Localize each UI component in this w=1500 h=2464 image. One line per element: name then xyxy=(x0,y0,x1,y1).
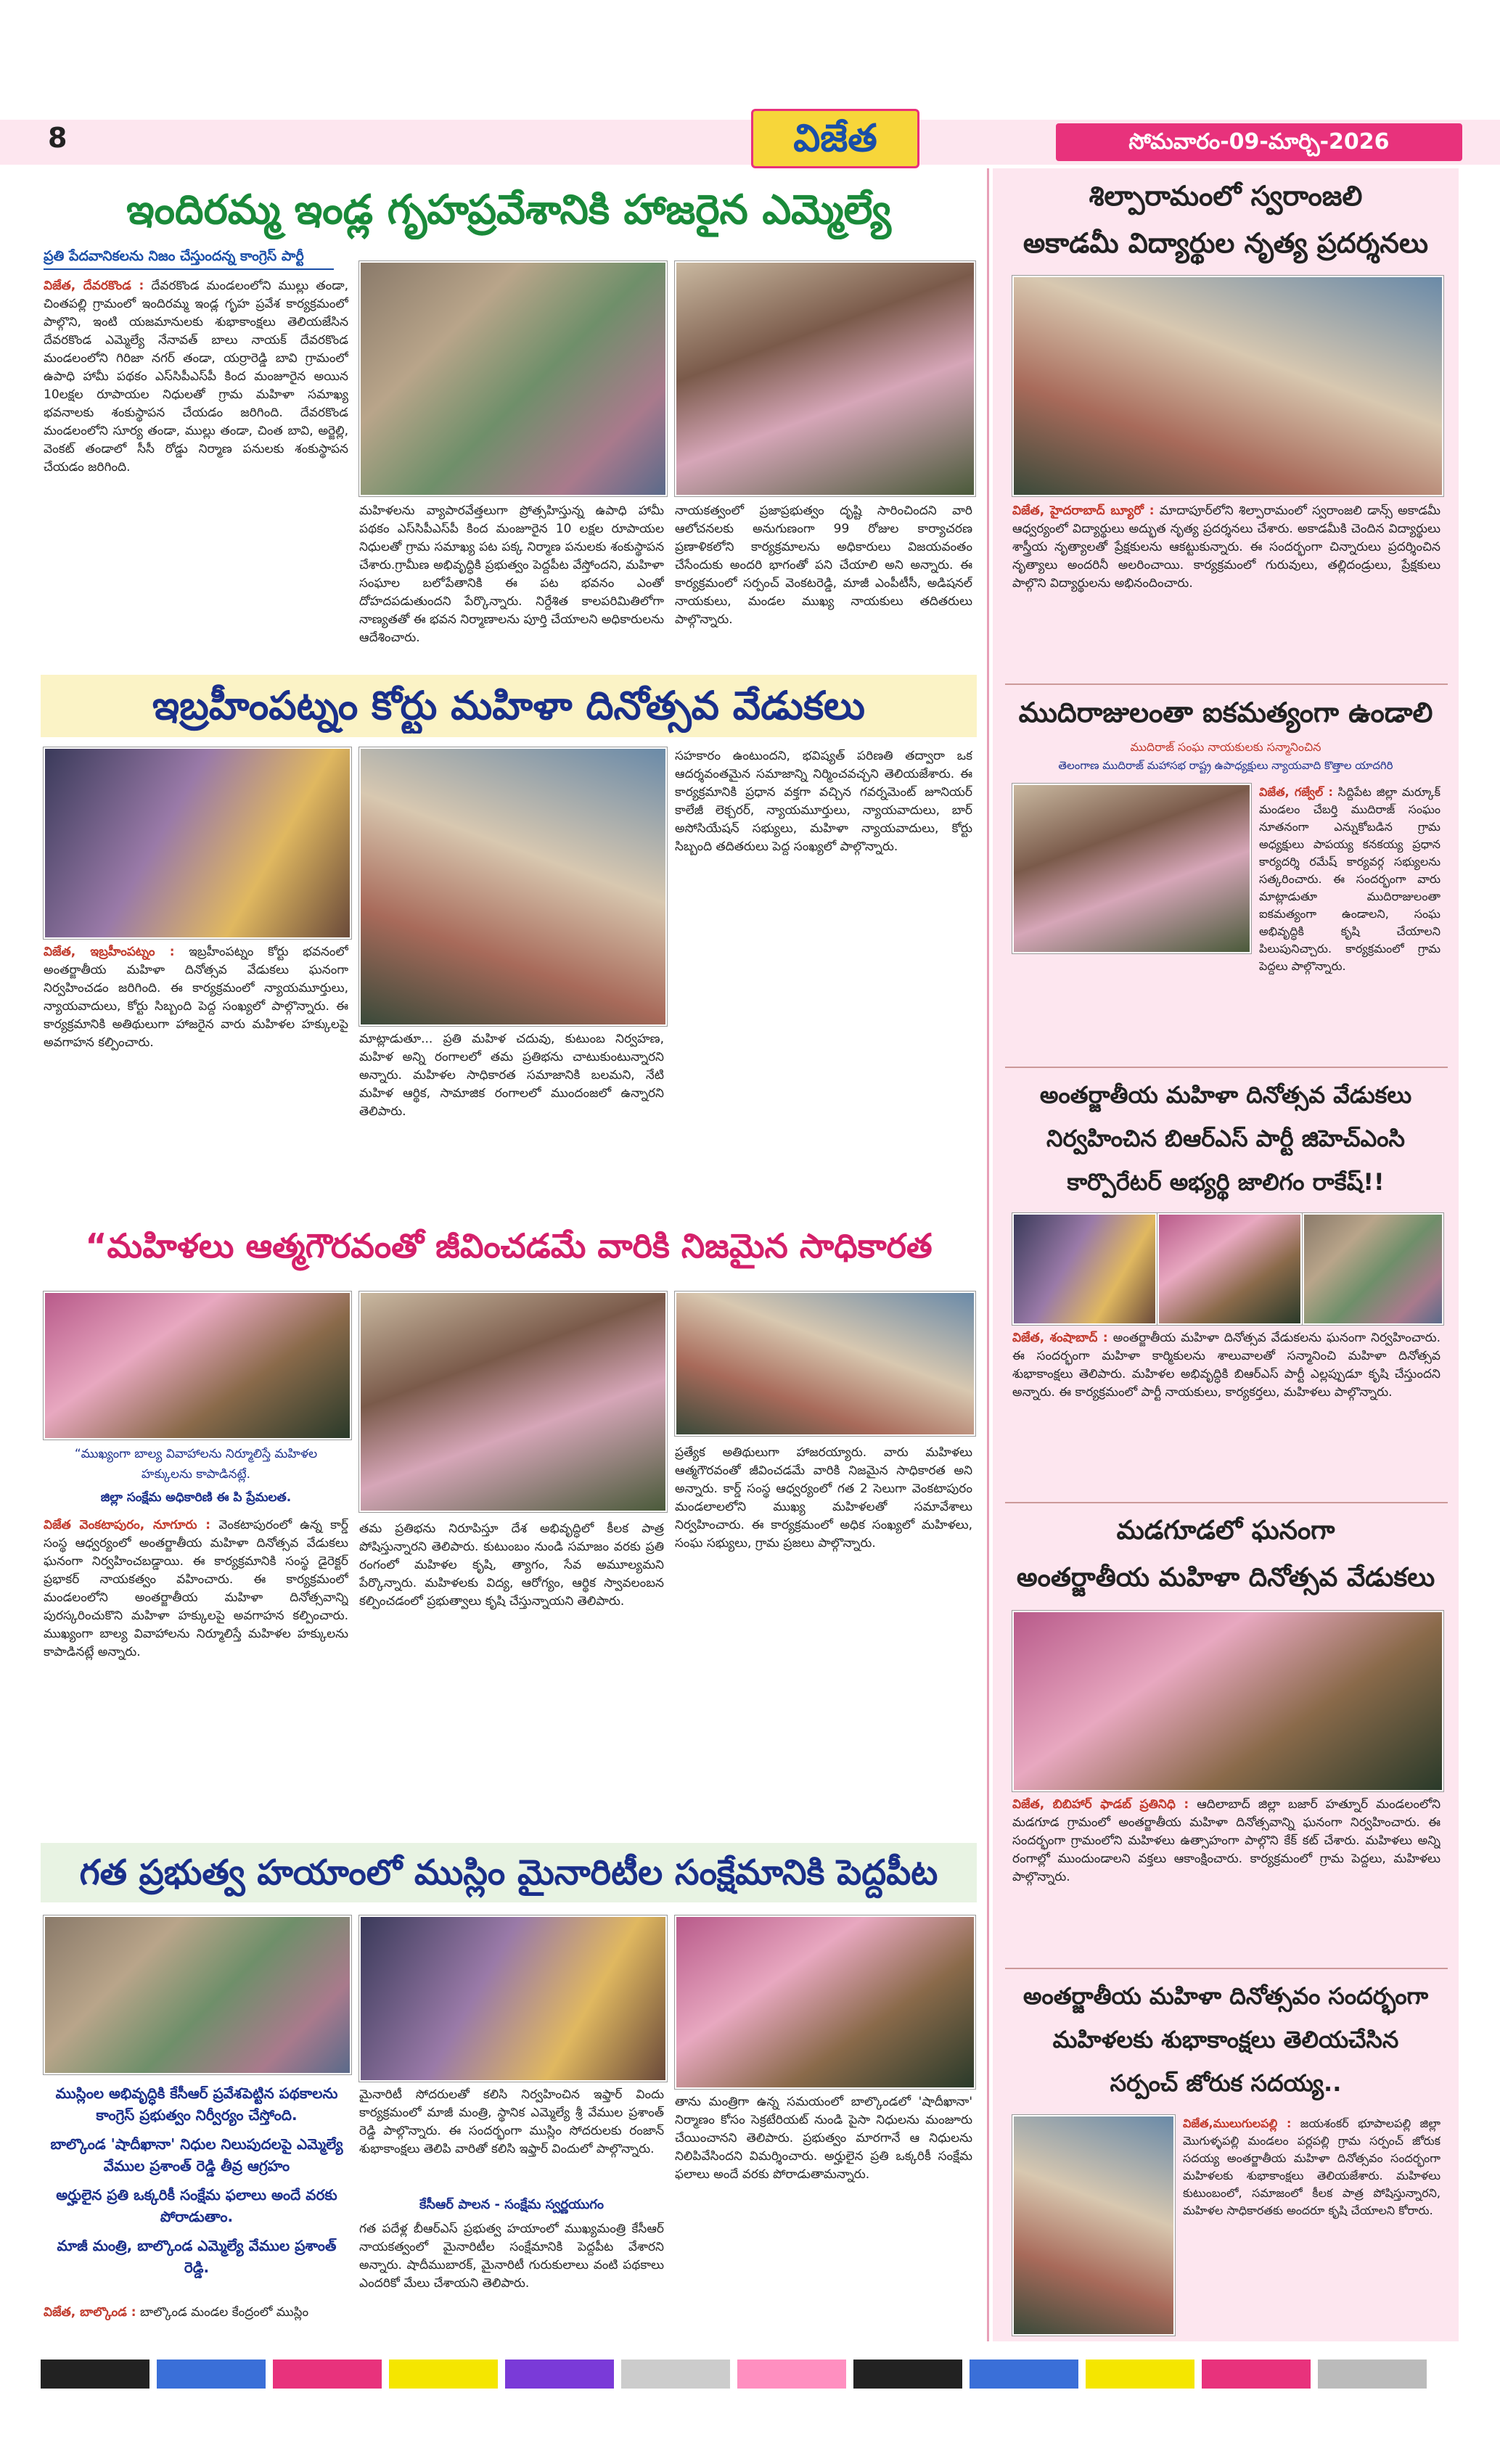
masthead-logo xyxy=(751,109,919,168)
story1-photo-ribbon-cutting xyxy=(359,261,667,496)
story1-headline: ఇందిరమ్మ ఇండ్ల గృహప్రవేశానికి హాజరైన ఎమ్మెల్యే xyxy=(126,186,891,234)
side2-headline: ముదిరాజులంతా ఐకమత్యంగా ఉండాలి xyxy=(1018,697,1433,728)
side3-photo-2 xyxy=(1157,1213,1302,1325)
side5-headline-line3: సర్పంచ్ జోరుక సదయ్య.. xyxy=(1110,2069,1342,2097)
story3-body1 xyxy=(44,1516,348,1828)
swatch-yellow-2 xyxy=(1086,2360,1194,2389)
side-rule-3 xyxy=(1005,1502,1448,1503)
side1-photo-dancers xyxy=(1012,276,1443,496)
story1-dateline: విజేత, దేవరకొండ : xyxy=(44,279,144,293)
story2-body1 xyxy=(44,943,348,1204)
story2-headline: ఇబ్రహీంపట్నం కోర్టు మహిళా దినోత్సవ వేడుకలు xyxy=(152,683,865,728)
side2-kicker1: ముదిరాజ్ సంఘ నాయకులకు సన్మానించిన xyxy=(1130,740,1321,754)
story4-deck-line2: బాల్కొండ 'షాదీఖానా' నిధుల నిలుపుదలపై ఎమ్మెల్యే వేముల ప్రశాంత్ రెడ్డి తీవ్ర ఆగ్రహం xyxy=(50,2135,343,2175)
story3-body3: ప్రత్యేక అతిథులుగా హాజరయ్యారు. వారు మహిళలు ఆత్మగౌరవంతో జీవించడమే వారికి నిజమైన సాధికారత అని అన్నారు. కార్డ్ సంస్థ ఆధ్వర్యంలో గత 2 సెలుగా వెంకటాపురం మండలాలలోని ముఖ్య మహిళలతో సమావేశాలు నిర్వహించారు. ఈ కార్యక్రమంలో అధిక సంఖ్యలో మహిళలు, సంఘ సభ్యులు, గ్రామ ప్రజలు పాల్గొన్నారు. xyxy=(675,1445,972,1551)
story1-body2: మహిళలను వ్యాపారవేత్తలుగా ప్రోత్సహిస్తున్న ఉపాధి హామీ పథకం ఎస్‌సిపీఎస్‌పీ కింద మంజూరైన 10 లక్షల రూపాయల నిధులతో గ్రామ సమాఖ్య పట పక్క నిర్మాణ పనులకు శంకుస్థాపన చేశారు.గ్రామీణ అభివృద్ధికి ప్రభుత్వం పెద్దపీట వేస్తోందని, మహిళా సంఘాల బలోపేతానికి ఈ పట భవనం ఎంతో దోహదపడుతుందని పేర్కొన్నారు. నిర్దేశిత కాలపరిమితిలోగా నాణ్యతతో ఈ భవన నిర్మాణాలను పూర్తి చేయాలని అధికారులను ఆదేశించారు. xyxy=(359,504,664,645)
side4-dateline: విజేత, బిబిహార్ ఫాడబ్ ప్రతినిధి : xyxy=(1012,1797,1189,1812)
story4-body4: తాను మంత్రిగా ఉన్న సమయంలో బాల్కొండలో 'షాదీఖానా' నిర్మాణం కోసం సెక్రటేరియట్ నుండి పైసా నిధులను మంజూరు చేయించానని తెలిపారు. ప్రభుత్వం మారగానే ఆ నిధులను నిలిపివేసిందని విమర్శించారు. అర్హులైన ప్రతి ఒక్కరికీ సంక్షేమ ఫలాలు అందే వరకు పోరాడుతామన్నారు. xyxy=(675,2095,972,2182)
issue-date: సోమవారం-09-మార్చి-2026 xyxy=(1056,123,1462,161)
side3-headline-line3: కార్పొరేటర్ అభ్యర్థి జాలిగం రాకేష్!! xyxy=(1067,1168,1385,1196)
swatch-blue-2 xyxy=(970,2360,1078,2389)
story4-photo-iftar xyxy=(44,1915,351,2074)
side-rule-4 xyxy=(1005,1968,1448,1969)
side1-headline-line1: శిల్పారామంలో స్వరాంజలి xyxy=(1089,180,1363,212)
story3-headline: “మహిళలు ఆత్మగౌరవంతో జీవించడమే వారికి నిజమైన సాధికారత xyxy=(85,1226,933,1265)
side4-photo-celebration xyxy=(1012,1611,1443,1791)
story3-subcaption: జిల్లా సంక్షేమ అధికారిణి ఈ పి ప్రేమలత. xyxy=(100,1490,292,1505)
swatch-purple xyxy=(505,2360,614,2389)
side5-photo-sarpanch xyxy=(1012,2115,1175,2336)
swatch-magenta xyxy=(273,2360,382,2389)
side3-photo-1 xyxy=(1012,1213,1157,1325)
side1-text: మాదాపూర్‌లోని శిల్పారామంలో స్వరాంజలి డాన్స్ అకాడమీ ఆధ్వర్యంలో విద్యార్థులు అద్భుత నృత్య ప్రదర్శనలు చేశారు. అకాడమీకి చెందిన విద్యార్థులు శాస్త్రీయ నృత్యాలతో ప్రేక్షకులను ఆకట్టుకున్నారు. ఈ సందర్భంగా చిన్నారులు ప్రదర్శించిన నృత్యాలు అందరినీ అలరించాయి. కార్యక్రమంలో గురువులు, తల్లిదండ్రులు, ప్రేక్షకులు పాల్గొని విద్యార్థులను అభినందించారు. xyxy=(1012,504,1440,591)
side-rule-1 xyxy=(1005,683,1448,685)
swatch-grey-2 xyxy=(1318,2360,1427,2389)
color-registration-bar xyxy=(41,2360,1459,2389)
story2-photo-cake xyxy=(359,747,667,1026)
side5-headline-line1: అంతర్జాతీయ మహిళా దినోత్సవం సందర్భంగా xyxy=(1022,1982,1429,2010)
story4-text1: బాల్కొండ మండల కేంద్రంలో ముస్లిం xyxy=(139,2305,309,2320)
swatch-blue xyxy=(157,2360,266,2389)
side5-text: జయశంకర్ భూపాలపల్లి జిల్లా మొగుళ్ళపల్లి మండలం పర్లపల్లి గ్రామ సర్పంచ్ జోరుక సదయ్య అంతర్జాతీయ మహిళా దినోత్సవం సందర్భంగా మహిళలకు శుభాకాంక్షలు తెలియజేశారు. మహిళలు కుటుంబంలో, సమాజంలో కీలక పాత్ర పోషిస్తున్నారని, మహిళల సాధికారతకు అందరూ కృషి చేయాలని కోరారు. xyxy=(1183,2116,1440,2217)
story3-photo-crowd xyxy=(44,1291,351,1440)
masthead-title: విజేత xyxy=(793,117,877,160)
story3-photo-caption: “ముఖ్యంగా బాల్య వివాహాలను నిర్మూలిస్తే మహిళల హక్కులను కాపాడినట్లే. xyxy=(74,1447,318,1482)
story1-photo-foundation-stone xyxy=(675,261,975,496)
story4-deck-line3: అర్హులైన ప్రతి ఒక్కరికీ సంక్షేమ ఫలాలు అందే వరకు పోరాడుతాం. xyxy=(56,2186,337,2225)
swatch-yellow xyxy=(389,2360,498,2389)
side5-body xyxy=(1183,2115,1440,2333)
story3-dateline: విజేత వెంకటాపురం, నూగూరు : xyxy=(44,1518,211,1532)
side2-body xyxy=(1259,784,1440,1059)
story4-photo-meeting xyxy=(359,1915,667,2082)
story4-deck-line4: మాజీ మంత్రి, బాల్కొండ ఎమ్మెల్యే వేముల ప్రశాంత్ రెడ్డి. xyxy=(57,2237,337,2276)
side3-dateline: విజేత, శంషాబాద్ : xyxy=(1012,1331,1108,1345)
side3-body xyxy=(1012,1329,1440,1489)
side3-headline-line2: నిర్వహించిన బిఆర్ఎస్ పార్టీ జిహెచ్ఎంసి xyxy=(1046,1125,1405,1152)
story4-photo-feast xyxy=(675,1915,975,2089)
page-number: 8 xyxy=(48,122,67,154)
side5-headline-line2: మహిళలకు శుభాకాంక్షలు తెలియచేసిన xyxy=(1052,2026,1399,2053)
side5-dateline: విజేత,ములుగులపల్లి : xyxy=(1183,2116,1292,2130)
side2-dateline: విజేత, గజ్వేల్ : xyxy=(1259,785,1333,799)
story2-text1: ఇబ్రహీంపట్నం కోర్టు భవనంలో అంతర్జాతీయ మహిళా దినోత్సవ వేడుకలు ఘనంగా నిర్వహించడం జరిగింది. ఈ కార్యక్రమంలో న్యాయమూర్తులు, న్యాయవాదులు, కోర్టు సిబ్బంది పెద్ద సంఖ్యలో పాల్గొన్నారు. ఈ కార్యక్రమానికి అతిథులుగా హాజరైన వారు మహిళల హక్కులపై అవగాహన కల్పించారు. xyxy=(44,945,348,1050)
story1-kicker-underline xyxy=(44,268,334,270)
swatch-magenta-2 xyxy=(1202,2360,1311,2389)
side2-photo-felicitation xyxy=(1012,784,1251,953)
side4-text: ఆదిలాబాద్ జిల్లా బజార్ హత్నూర్ మండలంలోని మడగూడ గ్రామంలో అంతర్జాతీయ మహిళా దినోత్సవాన్ని ఘనంగా నిర్వహించారు. ఈ సందర్భంగా గ్రామంలోని మహిళలు ఉత్సాహంగా పాల్గొని కేక్ కట్ చేశారు. మహిళలు అన్ని రంగాల్లో ముందుండాలని వక్తలు ఆకాంక్షించారు. కార్యక్రమంలో గ్రామ పెద్దలు, మహిళలు పాల్గొన్నారు. xyxy=(1012,1797,1440,1884)
story4-body1 xyxy=(44,2304,348,2325)
story3-text1: వెంకటాపురంలో ఉన్న కార్డ్ సంస్థ ఆధ్వర్యంలో అంతర్జాతీయ మహిళా దినోత్సవ వేడుకలు ఘనంగా నిర్వహించబడ్డాయి. ఈ కార్యక్రమానికి సంస్థ డైరెక్టర్ ప్రభాకర్ నాయకత్వం వహించారు. ఈ కార్యక్రమంలో మండలంలోని అంతర్జాతీయ మహిళా దినోత్సవాన్ని పురస్కరించుకొని మహిళా హక్కులపై అవగాహన కల్పించారు. ముఖ్యంగా బాల్య వివాహాలను నిర్మూలిస్తే మహిళల హక్కులను కాపాడినట్లే అన్నారు. xyxy=(44,1518,348,1659)
story1-body3: నాయకత్వంలో ప్రజాప్రభుత్వం దృష్టి సారించిందని వారి ఆలోచనలకు అనుగుణంగా 99 రోజుల కార్యాచరణ ప్రణాళికలోని కార్యక్రమాలను అధికారులు విజయవంతం చేసేందుకు అందరి భాగంతో పని చేయాలి అని అన్నారు. ఈ కార్యక్రమంలో సర్పంచ్ వెంకటరెడ్డి, మాజీ ఎంపీటీసీ, అడిషనల్ నాయకులు, మండల ముఖ్య నాయకులు తదితరులు పాల్గొన్నారు. xyxy=(675,504,972,627)
side1-dateline: విజేత, హైదరాబాద్ బ్యూరో : xyxy=(1012,504,1155,518)
swatch-black-2 xyxy=(853,2360,962,2389)
story4-headline: గత ప్రభుత్వ హయాంలో ముస్లిం మైనారిటీల సంక్షేమానికి పెద్దపీట xyxy=(79,1852,938,1893)
story4-deck xyxy=(48,2082,345,2278)
column-divider xyxy=(987,168,989,2341)
story3-body2: తమ ప్రతిభను నిరూపిస్తూ దేశ అభివృద్ధిలో కీలక పాత్ర పోషిస్తున్నారని తెలిపారు. కుటుంబం నుండి సమాజం వరకు ప్రతి రంగంలో మహిళల కృషి, త్యాగం, సేవ అమూల్యమని పేర్కొన్నారు. మహిళలకు విద్య, ఆరోగ్యం, ఆర్థిక స్వావలంబన కల్పించడంలో ప్రభుత్వాలు కృషి చేస్తున్నాయని తెలిపారు. xyxy=(359,1521,664,1609)
swatch-pink xyxy=(737,2360,846,2389)
story2-dateline: విజేత, ఇబ్రహీంపట్నం : xyxy=(44,945,175,959)
story2-body3: సహకారం ఉంటుందని, భవిష్యత్ పరిణతి తద్వారా ఒక ఆదర్శవంతమైన సమాజాన్ని నిర్మించవచ్చని తెలియజేశారు. ఈ కార్యక్రమానికి ప్రధాన వక్తగా వచ్చిన గవర్నమెంట్ జూనియర్ కాలేజీ లెక్చరర్, న్యాయమూర్తులు, న్యాయవాదులు, బార్ అసోసియేషన్ సభ్యులు, మహిళా న్యాయవాదులు, కోర్టు సిబ్బంది తదితరులు పెద్ద సంఖ్యలో పాల్గొన్నారు. xyxy=(675,749,972,854)
side4-body xyxy=(1012,1796,1440,1959)
swatch-black xyxy=(41,2360,149,2389)
side1-body xyxy=(1012,502,1440,676)
side3-text: అంతర్జాతీయ మహిళా దినోత్సవ వేడుకలను ఘనంగా నిర్వహించారు. ఈ సందర్భంగా మహిళా కార్మికులను శాలువాలతో సన్మానించి మహిళా దినోత్సవ శుభాకాంక్షలు తెలిపారు. మహిళల అభివృద్ధికి బిఆర్ఎస్ పార్టీ ఎల్లప్పుడూ కృషి చేస్తుందని అన్నారు. ఈ కార్యక్రమంలో పార్టీ నాయకులు, కార్యకర్తలు, మహిళలు పాల్గొన్నారు. xyxy=(1012,1331,1440,1400)
story4-deck-line1: ముస్లింల అభివృద్ధికి కేసీఆర్ ప్రవేశపెట్టిన పథకాలను కాంగ్రెస్ ప్రభుత్వం నిర్వీర్యం చేస్తోంది. xyxy=(55,2085,338,2124)
side3-headline-line1: అంతర్జాతీయ మహిళా దినోత్సవ వేడుకలు xyxy=(1039,1081,1412,1109)
story2-photo-group xyxy=(44,747,351,939)
story2-body2: మాట్లాడుతూ... ప్రతి మహిళ చదువు, కుటుంబ నిర్వహణ, మహిళ అన్ని రంగాలలో తమ ప్రతిభను చాటుకుంటున్నారని అన్నారు. మహిళల సాధికారత సమాజానికి బలమని, నేటి మహిళ ఆర్థిక, సామాజిక రంగాలలో ముందంజలో ఉన్నారని తెలిపారు. xyxy=(359,1032,664,1119)
story3-photo-women xyxy=(675,1291,975,1436)
story4-body3: గత పదేళ్ల బీఆర్ఎస్ ప్రభుత్వ హయాంలో ముఖ్యమంత్రి కేసీఆర్ నాయకత్వంలో మైనారిటీల సంక్షేమానికి పెద్దపీట వేశారని అన్నారు. షాదీముబారక్, మైనారిటీ గురుకులాలు వంటి పథకాలు ఎందరికో మేలు చేశాయని తెలిపారు. xyxy=(359,2222,664,2291)
swatch-grey xyxy=(621,2360,730,2389)
story4-body2: మైనారిటీ సోదరులతో కలిసి నిర్వహించిన ఇఫ్తార్ విందు కార్యక్రమంలో మాజీ మంత్రి, స్థానిక ఎమ్మెల్యే శ్రీ వేముల ప్రశాంత్ రెడ్డి పాల్గొన్నారు. ఈ సందర్భంగా ముస్లిం సోదరులకు రంజాన్ శుభాకాంక్షలు తెలిపి వారితో కలిసి ఇఫ్తార్ విందులో పాల్గొన్నారు. xyxy=(359,2087,664,2156)
side2-kicker2: తెలంగాణ ముదిరాజ్ మహాసభ రాష్ట్ర ఉపాధ్యక్షులు న్యాయవాది కొత్తాల యాదగిరి xyxy=(1058,759,1393,772)
side1-headline-line2: అకాడమీ విద్యార్థుల నృత్య ప్రదర్శనలు xyxy=(1022,227,1429,259)
side3-photo-3 xyxy=(1303,1213,1443,1325)
story3-photo-stage xyxy=(359,1291,667,1512)
story1-kicker: ప్రతి పేదవానికలను నిజం చేస్తుందన్న కాంగ్రెస్ పార్టీ xyxy=(44,248,304,264)
story1-text1: దేవరకొండ మండలంలోని ముల్లు తండా, చింతపల్లి గ్రామంలో ఇందిరమ్మ ఇండ్ల గృహ ప్రవేశ కార్యక్రమంలో పాల్గొని, ఇంటి యజమానులకు శుభాకాంక్షలు తెలియజేసిన దేవరకొండ ఎమ్మెల్యే నేనావత్ బాలు నాయక్ దేవరకొండ మండలంలోని గిరిజా నగర్ తండా, యర్రారెడ్డి బావి గ్రామంలో ఉపాధి హామీ పథకం ఎస్‌సిపీఎస్‌పీ కింద మంజూరైన అయిన 10లక్షల రూపాయల నిధులతో గ్రామ మహిళా సమాఖ్య భవనాలకు శంకుస్థాపన చేయడం జరిగింది. దేవరకొండ మండలంలోని సూర్య తండా, ముల్లు తండా, చింత బావి, అర్జెల్లి, వెంకట్ తండాలో సీసీ రోడ్డు నిర్మాణ పనులకు శంకుస్థాపన చేయడం జరిగింది. xyxy=(44,279,348,475)
story4-subhead: కేసీఆర్ పాలన - సంక్షేమ స్వర్ణయుగం xyxy=(419,2197,604,2212)
side2-text: సిద్దిపేట జిల్లా మర్కూక్ మండలం చేబర్తి ముదిరాజ్ సంఘం నూతనంగా ఎన్నుకోబడిన గ్రామ అధ్యక్షులు పాపయ్య కనకయ్య ప్రధాన కార్యదర్శి రమేష్ కార్యవర్గ సభ్యులను సత్కరించారు. ఈ సందర్భంగా వారు మాట్లాడుతూ ముదిరాజులంతా ఐకమత్యంగా ఉండాలని, సంఘ అభివృద్ధికి కృషి చేయాలని పిలుపునిచ్చారు. కార్యక్రమంలో గ్రామ పెద్దలు పాల్గొన్నారు. xyxy=(1259,785,1440,973)
story4-dateline: విజేత, బాల్కొండ : xyxy=(44,2305,136,2320)
side4-headline-line2: అంతర్జాతీయ మహిళా దినోత్సవ వేడుకలు xyxy=(1016,1563,1435,1593)
side4-headline-line1: మడగూడలో ఘనంగా xyxy=(1116,1516,1335,1545)
side-rule-2 xyxy=(1005,1067,1448,1068)
